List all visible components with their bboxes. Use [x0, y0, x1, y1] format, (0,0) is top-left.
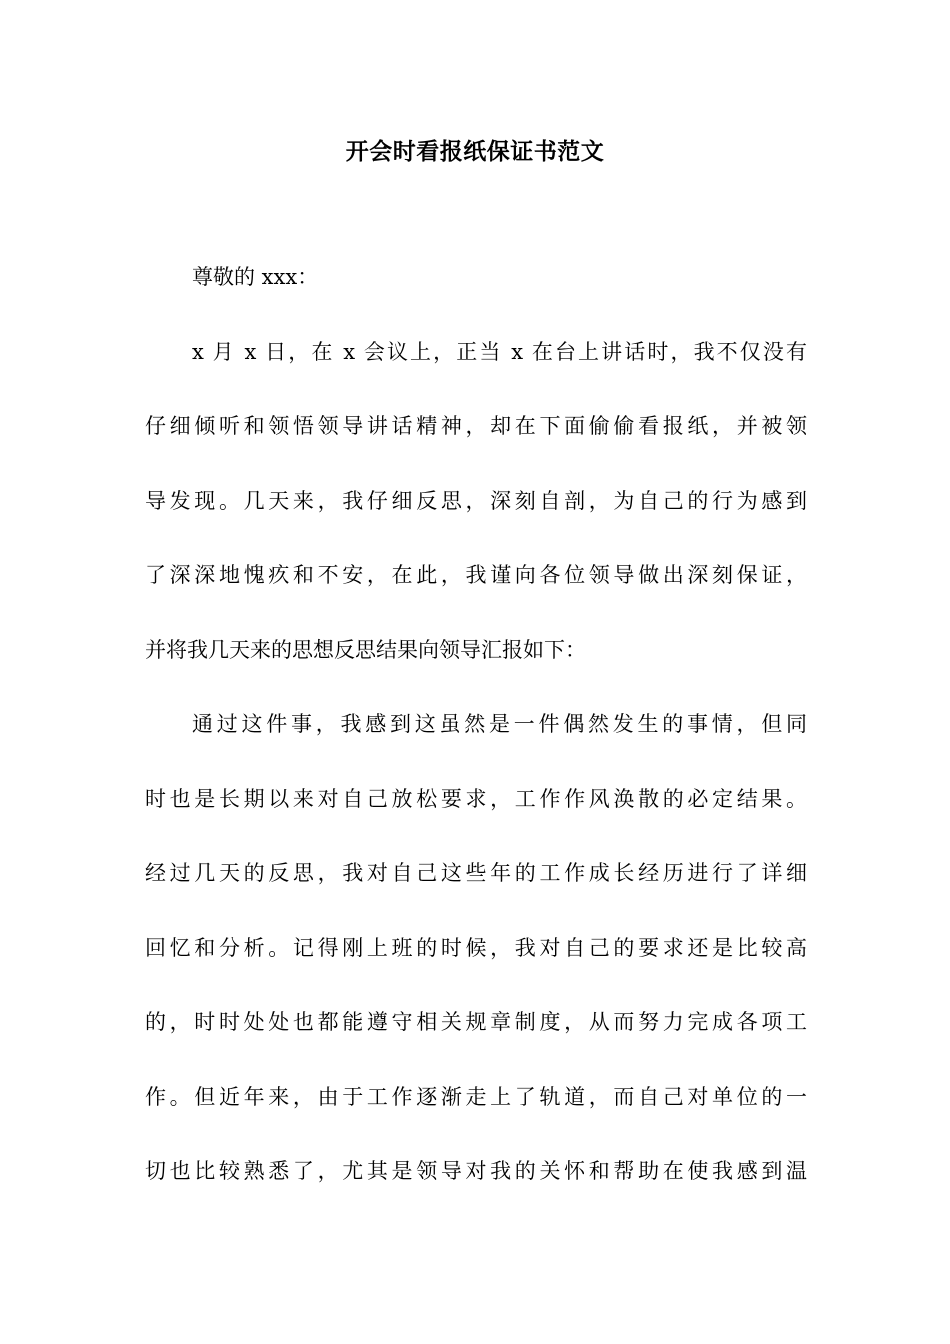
body-line: 的，时时处处也都能遵守相关规章制度，从而努力完成各项工	[145, 1010, 807, 1034]
body-line: x 月 x 日，在 x 会议上，正当 x 在台上讲话时，我不仅没有	[192, 339, 807, 364]
body-line: 经过几天的反思，我对自己这些年的工作成长经历进行了详细	[145, 861, 807, 885]
document-title: 开会时看报纸保证书范文	[345, 138, 605, 165]
body-line: 仔细倾听和领悟领导讲话精神，却在下面偷偷看报纸，并被领	[145, 414, 807, 438]
body-line: 时也是长期以来对自己放松要求，工作作风涣散的必定结果。	[145, 786, 807, 811]
body-line: 导发现。几天来，我仔细反思，深刻自剖，为自己的行为感到	[145, 488, 807, 513]
document-body	[145, 257, 807, 1226]
body-line: 切也比较熟悉了，尤其是领导对我的关怀和帮助在使我感到温	[145, 1159, 807, 1183]
body-line: 作。但近年来，由于工作逐渐走上了轨道，而自己对单位的一	[145, 1084, 807, 1109]
body-line: 了深深地愧疚和不安，在此，我谨向各位领导做出深刻保证，	[145, 563, 807, 587]
body-line: 并将我几天来的思想反思结果向领导汇报如下：	[145, 637, 586, 662]
salutation-line: 尊敬的 xxx：	[192, 265, 319, 289]
body-line: 回忆和分析。记得刚上班的时候，我对自己的要求还是比较高	[145, 935, 807, 960]
body-line: 通过这件事，我感到这虽然是一件偶然发生的事情，但同	[192, 712, 807, 736]
